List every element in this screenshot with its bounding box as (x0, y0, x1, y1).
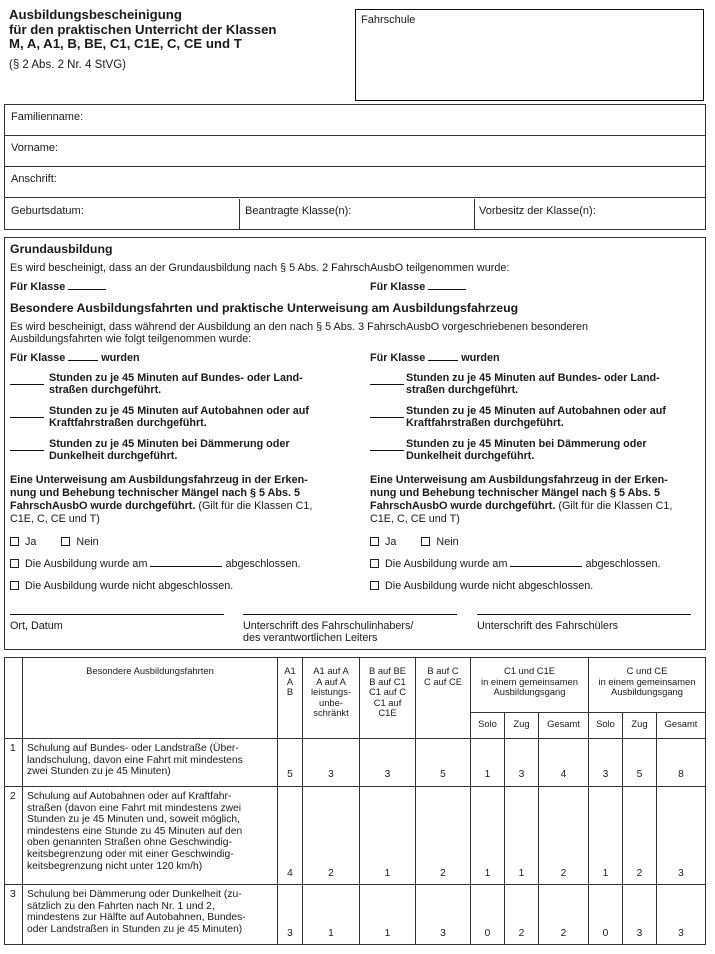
hours-text-2b: Kraftfahrstraßen durchgeführt. (406, 417, 564, 429)
desc-line: oder Landstraßen in Stunden zu je 45 Minuten) (27, 923, 243, 935)
desc-line: Schulung auf Autobahnen oder auf Kraftfahr- (27, 791, 232, 802)
column-header-c-ce (589, 666, 705, 698)
table-grid-line (277, 658, 278, 944)
desc-line: keitsbegrenzung oder mit einer Geschwindig- (27, 848, 234, 860)
desc-line: Schulung bei Dämmerung oder Dunkelheit (zu- (27, 889, 242, 900)
table-cell: 8 (678, 769, 684, 780)
date-blank[interactable] (510, 558, 582, 567)
unterweisung-bold: FahrschAusbO wurde durchgeführt. (10, 500, 196, 512)
title-line-1: Ausbildungsbescheinigung (9, 7, 182, 22)
table-cell: 5 (440, 769, 446, 780)
title-line-2: für den praktischen Unterricht der Klassen (9, 21, 277, 37)
student-signature-label: Unterschrift des Fahrschülers (477, 620, 619, 632)
table-grid-line (622, 712, 623, 944)
divider (474, 199, 475, 230)
table-cell: 0 (484, 928, 491, 939)
hours-text-1a: Stunden zu je 45 Minuten auf Bundes- oder Land- (406, 372, 660, 384)
special-text-line-2: Ausbildungsfahrten wie folgt teilgenommen wurde: (10, 333, 252, 345)
hours-text-2a: Stunden zu je 45 Minuten auf Autobahnen oder auf (406, 405, 666, 417)
table-cell: 2 (440, 868, 446, 879)
header-line: C1 auf (373, 696, 402, 708)
header-line: in einem gemeinsamen (598, 675, 696, 687)
surname-field[interactable] (5, 105, 705, 136)
nein-label: Nein (436, 536, 459, 548)
desc-line: keitsbegrenzung nicht unter 120 km/h) (27, 860, 203, 872)
unterweisung-note: (Gilt für die Klassen C1, (195, 500, 313, 512)
unterweisung-note: (Gilt für die Klassen C1, (555, 500, 673, 512)
not-completed-label: Die Ausbildung wurde nicht abgeschlossen. (25, 580, 234, 592)
basic-class-left[interactable] (10, 281, 106, 294)
special-class-left[interactable] (10, 352, 140, 365)
header-line: C1 auf C (369, 686, 406, 698)
class-blank[interactable] (68, 281, 106, 290)
driving-school-label: Fahrschule (361, 14, 416, 26)
header-line: B auf C (427, 665, 459, 676)
subheader-gesamt: Gesamt (547, 718, 580, 729)
driving-school-field[interactable] (355, 9, 704, 101)
not-completed-label: Die Ausbildung wurde nicht abgeschlossen. (385, 580, 594, 592)
table-grid-line (538, 712, 539, 944)
table-grid-line (588, 658, 589, 944)
hours-text-3a: Stunden zu je 45 Minuten bei Dämmerung oder (49, 438, 290, 450)
table-cell: 1 (484, 769, 491, 780)
header-line: A1 (284, 665, 296, 676)
hours-blank[interactable] (370, 450, 404, 451)
special-text-line-1: Es wird bescheinigt, dass während der Ausbildung an den nach § 5 Abs. 3 FahrschAusbO vorgeschriebenen besonderen (10, 321, 589, 333)
unterweisung-l4: C1E, C, CE und T) (370, 513, 460, 525)
table-cell: 4 (287, 868, 293, 879)
column-header-a1 (278, 666, 302, 698)
ja-label: Ja (385, 536, 397, 548)
table-cell: 1 (328, 928, 334, 939)
completed-checkbox[interactable] (370, 559, 379, 568)
table-cell: 4 (560, 769, 567, 780)
header-line: B (286, 686, 294, 698)
owner-signature-label-2: des verantwortlichen Leiters (243, 632, 378, 644)
subheader-solo: Solo (596, 718, 615, 729)
header-line: B auf C1 (369, 675, 406, 687)
requested-class-label: Beantragte Klasse(n): (245, 205, 352, 217)
completed-suffix: abgeschlossen. (225, 558, 301, 570)
header-line: in einem gemeinsamen (481, 675, 578, 687)
table-cell: 1 (384, 928, 391, 939)
desc-line: landschulung, davon eine Fahrt mit mindestens (27, 754, 243, 766)
class-label: Für Klasse (370, 352, 426, 364)
table-grid-line (504, 712, 505, 944)
header-line: B auf BE (368, 665, 406, 676)
header-line: schränkt (313, 707, 349, 719)
table-grid-line (470, 658, 471, 944)
prior-class-label: Vorbesitz der Klasse(n): (479, 205, 596, 217)
place-date-label: Ort, Datum (10, 620, 63, 632)
ja-checkbox[interactable] (370, 537, 379, 546)
header-line: Ausbildungsgang (611, 686, 683, 698)
firstname-field[interactable] (5, 136, 705, 167)
table-cell: 5 (636, 769, 643, 780)
hours-text-1b: straßen durchgeführt. (49, 384, 162, 396)
subheader-zug: Zug (513, 718, 530, 729)
hours-blank[interactable] (370, 384, 404, 385)
table-cell: 1 (484, 868, 491, 879)
training-section (4, 237, 706, 650)
table-cell: 2 (560, 928, 567, 939)
column-header-trips: Besondere Ausbildungsfahrten (86, 665, 214, 676)
subheader-solo: Solo (478, 718, 497, 729)
column-header-c1-c1e (471, 666, 588, 698)
nein-checkbox[interactable] (61, 537, 70, 546)
unterweisung-l1: Eine Unterweisung am Ausbildungsfahrzeug in der Erken- (10, 474, 308, 486)
special-trips-table (4, 657, 706, 945)
ja-checkbox[interactable] (10, 537, 19, 546)
desc-line: sätzlich zu den Fahrten nach Nr. 1 und 2, (27, 900, 215, 912)
table-cell: 3 (384, 769, 391, 780)
address-field[interactable] (5, 167, 705, 198)
birthdate-label: Geburtsdatum: (11, 205, 84, 217)
address-label: Anschrift: (11, 173, 57, 185)
owner-signature-label-1: Unterschrift des Fahrschulinhabers/ (243, 620, 414, 632)
table-cell: 2 (636, 868, 643, 879)
desc-line: mindestens zur Hälfte auf Autobahnen, Bundes- (27, 912, 246, 924)
completed-label: Die Ausbildung wurde am (25, 558, 148, 570)
place-date-line[interactable] (10, 614, 224, 615)
class-label: Für Klasse (370, 281, 426, 293)
desc-line: Stunden zu je 45 Minuten und, soweit möglich, (27, 814, 240, 826)
unterweisung-l3 (370, 500, 672, 513)
table-grid-line (22, 658, 23, 944)
header-line: A auf A (316, 675, 346, 687)
personal-data-section (4, 104, 706, 230)
unterweisung-l4: C1E, C, CE und T) (10, 513, 100, 525)
table-row-2-desc (27, 791, 242, 872)
completed-suffix: abgeschlossen. (585, 558, 661, 570)
header-line: Ausbildungsgang (493, 686, 566, 698)
class-blank[interactable] (428, 352, 458, 361)
table-row-3-desc (27, 889, 246, 935)
class-label: Für Klasse (10, 281, 66, 293)
table-cell: 3 (440, 928, 446, 939)
header-line: C und CE (626, 665, 668, 676)
row-number: 1 (10, 743, 16, 754)
table-cell: 1 (602, 868, 609, 879)
table-cell: 3 (678, 928, 684, 939)
special-training-heading: Besondere Ausbildungsfahrten und praktische Unterweisung am Ausbildungsfahrzeug (10, 301, 519, 315)
hours-blank[interactable] (370, 417, 404, 418)
not-completed-checkbox[interactable] (370, 581, 379, 590)
class-blank[interactable] (428, 281, 466, 290)
unterweisung-l2: nung und Behebung technischer Mängel nach § 5 Abs. 5 (370, 487, 660, 499)
yes-no-right (370, 536, 459, 549)
not-completed-checkbox[interactable] (10, 581, 19, 590)
table-cell: 3 (678, 868, 684, 879)
table-cell: 3 (602, 769, 609, 780)
unterweisung-l1: Eine Unterweisung am Ausbildungsfahrzeug in der Erken- (370, 474, 668, 486)
table-cell: 3 (518, 769, 525, 780)
row-number: 2 (10, 791, 16, 802)
hours-blank[interactable] (10, 450, 44, 451)
header-line: C1E (378, 707, 397, 719)
table-cell: 3 (636, 928, 643, 939)
class-blank[interactable] (68, 352, 98, 361)
hours-text-3b: Dunkelheit durchgeführt. (406, 450, 535, 462)
ja-label: Ja (25, 536, 37, 548)
title-line-3: M, A, A1, B, BE, C1, C1E, C, CE und T (9, 36, 242, 51)
subheader-gesamt: Gesamt (664, 718, 698, 729)
table-cell: 1 (384, 868, 391, 879)
date-blank[interactable] (150, 558, 222, 567)
wurden-label: wurden (461, 352, 500, 364)
certificate-title (9, 8, 349, 52)
table-cell: 2 (560, 868, 567, 879)
completed-label: Die Ausbildung wurde am (385, 558, 508, 570)
basic-class-right[interactable] (370, 281, 466, 294)
hours-text-1a: Stunden zu je 45 Minuten auf Bundes- oder Land- (49, 372, 303, 384)
table-grid-line (5, 738, 705, 739)
column-header-b-auf-c (416, 666, 470, 687)
hours-text-1b: straßen durchgeführt. (406, 384, 519, 396)
hours-blank[interactable] (10, 417, 44, 418)
table-cell: 2 (328, 868, 334, 879)
table-grid-line (415, 658, 416, 944)
table-cell: 1 (518, 868, 525, 879)
table-grid-line (656, 712, 657, 944)
surname-label: Familienname: (11, 111, 84, 123)
subheader-zug: Zug (631, 718, 648, 729)
desc-line: straßen (davon eine Fahrt mit mindestens zwei (27, 802, 242, 814)
header-line: C auf CE (423, 675, 463, 687)
table-cell: 2 (518, 928, 525, 939)
completed-on-left (10, 558, 300, 571)
table-cell: 3 (287, 928, 293, 939)
header-line: leistungs- (310, 686, 352, 698)
nein-label: Nein (76, 536, 99, 548)
firstname-label: Vorname: (11, 142, 59, 154)
column-header-b-auf-be (360, 666, 415, 719)
student-signature-line[interactable] (477, 614, 691, 615)
owner-signature-line[interactable] (243, 614, 457, 615)
completed-on-right (370, 558, 660, 571)
header-line: unbe- (319, 696, 343, 708)
table-row-1-desc (27, 743, 243, 778)
hours-text-2b: Kraftfahrstraßen durchgeführt. (49, 417, 207, 429)
not-completed-right (370, 580, 593, 593)
header-line: A1 auf A (313, 665, 349, 676)
row-number: 3 (10, 889, 16, 900)
desc-line: oben genannten Straßen ohne Geschwindig- (27, 837, 232, 849)
unterweisung-l2: nung und Behebung technischer Mängel nach § 5 Abs. 5 (10, 487, 300, 499)
desc-line: Schulung auf Bundes- oder Landstraße (Über- (27, 743, 239, 754)
unterweisung-l3 (10, 500, 312, 513)
birth-class-row (5, 199, 705, 230)
basic-training-text: Es wird bescheinigt, dass an der Grundausbildung nach § 5 Abs. 2 FahrschAusbO teilgenommen wurde: (10, 262, 510, 274)
not-completed-left (10, 580, 233, 593)
nein-checkbox[interactable] (421, 537, 430, 546)
table-cell: 3 (328, 769, 334, 780)
hours-text-2a: Stunden zu je 45 Minuten auf Autobahnen oder auf (49, 405, 309, 417)
column-header-a1-auf-a (303, 666, 359, 719)
hours-blank[interactable] (10, 384, 44, 385)
desc-line: zwei Stunden zu je 45 Minuten) (27, 766, 171, 778)
table-grid-line (5, 884, 705, 885)
special-class-right[interactable] (370, 352, 500, 365)
completed-checkbox[interactable] (10, 559, 19, 568)
table-grid-line (5, 786, 705, 787)
legal-reference: (§ 2 Abs. 2 Nr. 4 StVG) (9, 59, 126, 71)
unterweisung-bold: FahrschAusbO wurde durchgeführt. (370, 500, 556, 512)
divider (239, 199, 240, 230)
yes-no-left (10, 536, 99, 549)
hours-text-3a: Stunden zu je 45 Minuten bei Dämmerung oder (406, 438, 647, 450)
class-label: Für Klasse (10, 352, 66, 364)
hours-text-3b: Dunkelheit durchgeführt. (49, 450, 178, 462)
table-grid-line (470, 712, 705, 713)
header-line: A (286, 675, 294, 687)
wurden-label: wurden (101, 352, 140, 364)
desc-line: mindestens eine Stunde zu 45 Minuten auf den (27, 825, 243, 837)
table-cell: 0 (602, 928, 609, 939)
header-line: C1 und C1E (503, 665, 556, 676)
basic-training-heading: Grundausbildung (10, 242, 113, 256)
table-cell: 5 (287, 769, 293, 780)
